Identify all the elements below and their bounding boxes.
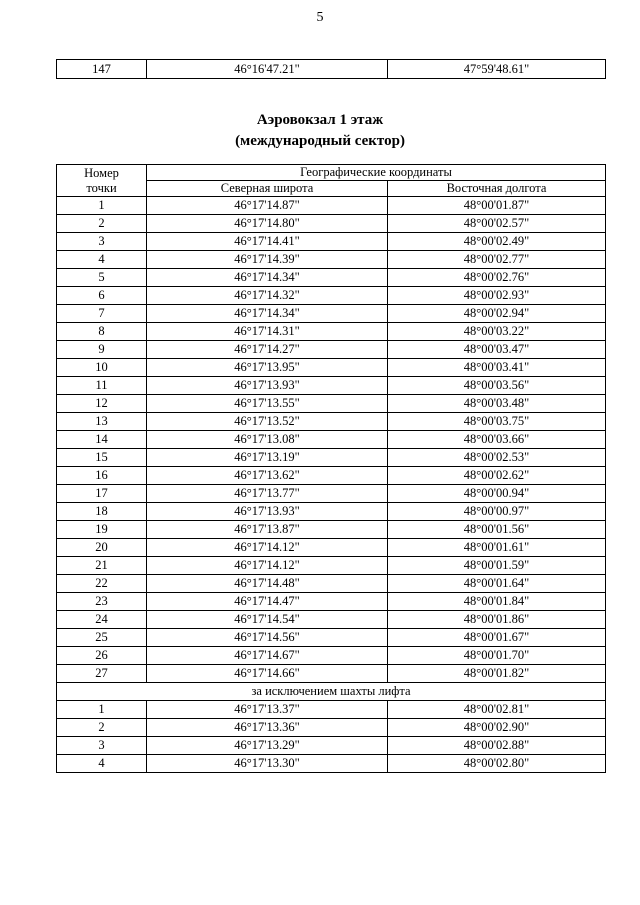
latitude-cell: 46°17'13.52" — [147, 413, 388, 431]
table-row — [57, 233, 606, 251]
latitude-cell: 46°17'14.66" — [147, 665, 388, 683]
latitude-cell: 46°17'14.12" — [147, 557, 388, 575]
table-row — [57, 60, 606, 79]
latitude-cell: 46°17'13.95" — [147, 359, 388, 377]
latitude-cell: 46°17'14.67" — [147, 647, 388, 665]
section-title: Аэровокзал 1 этаж — [256, 112, 384, 128]
table-row — [57, 377, 606, 395]
point-number-cell: 16 — [57, 467, 147, 485]
table-header-row — [57, 165, 606, 181]
point-number-cell: 27 — [57, 665, 147, 683]
longitude-cell: 48°00'01.70" — [388, 647, 606, 665]
point-number-cell: 3 — [57, 233, 147, 251]
point-number-cell: 7 — [57, 305, 147, 323]
longitude-cell: 48°00'02.49" — [388, 233, 606, 251]
table-row — [57, 737, 606, 755]
table-row — [57, 575, 606, 593]
longitude-cell: 48°00'03.47" — [388, 341, 606, 359]
point-number-cell: 25 — [57, 629, 147, 647]
point-number-header — [57, 165, 147, 197]
point-number-cell: 26 — [57, 647, 147, 665]
point-number-cell: 3 — [57, 737, 147, 755]
table-body — [57, 197, 606, 683]
latitude-cell: 46°17'14.31" — [147, 323, 388, 341]
table-row — [57, 197, 606, 215]
longitude-cell: 48°00'02.53" — [388, 449, 606, 467]
table-row — [57, 629, 606, 647]
page-number: 5 — [316, 10, 324, 25]
longitude-header: Восточная долгота — [388, 181, 606, 197]
longitude-cell: 48°00'01.84" — [388, 593, 606, 611]
point-number-cell: 13 — [57, 413, 147, 431]
point-number-cell: 10 — [57, 359, 147, 377]
latitude-cell: 46°17'14.56" — [147, 629, 388, 647]
latitude-cell: 46°17'14.39" — [147, 251, 388, 269]
latitude-cell: 46°17'13.62" — [147, 467, 388, 485]
table-row — [57, 719, 606, 737]
longitude-cell: 48°00'02.62" — [388, 467, 606, 485]
point-number-cell: 19 — [57, 521, 147, 539]
table-row — [57, 755, 606, 773]
table-row — [57, 449, 606, 467]
coordinates-header: Географические координаты — [147, 165, 606, 181]
point-number-cell: 1 — [57, 197, 147, 215]
point-header-line2: точки — [86, 180, 117, 195]
latitude-cell: 46°17'13.19" — [147, 449, 388, 467]
point-number-cell: 147 — [57, 60, 147, 79]
point-number-cell: 5 — [57, 269, 147, 287]
table-row — [57, 521, 606, 539]
latitude-cell: 46°17'14.87" — [147, 197, 388, 215]
table-row — [57, 539, 606, 557]
latitude-cell: 46°17'14.47" — [147, 593, 388, 611]
table-row — [57, 701, 606, 719]
latitude-cell: 46°16'47.21" — [147, 60, 388, 79]
longitude-cell: 48°00'00.97" — [388, 503, 606, 521]
latitude-header: Северная широта — [147, 181, 388, 197]
longitude-cell: 48°00'03.22" — [388, 323, 606, 341]
latitude-cell: 46°17'14.41" — [147, 233, 388, 251]
longitude-cell: 48°00'02.81" — [388, 701, 606, 719]
longitude-cell: 48°00'02.76" — [388, 269, 606, 287]
table-row — [57, 611, 606, 629]
point-number-cell: 20 — [57, 539, 147, 557]
longitude-cell: 48°00'03.75" — [388, 413, 606, 431]
point-number-cell: 17 — [57, 485, 147, 503]
table-row — [57, 269, 606, 287]
longitude-cell: 48°00'03.56" — [388, 377, 606, 395]
longitude-cell: 48°00'03.66" — [388, 431, 606, 449]
latitude-cell: 46°17'14.54" — [147, 611, 388, 629]
table-row — [57, 431, 606, 449]
longitude-cell: 48°00'00.94" — [388, 485, 606, 503]
longitude-cell: 48°00'01.87" — [388, 197, 606, 215]
longitude-cell: 48°00'03.41" — [388, 359, 606, 377]
latitude-cell: 46°17'13.87" — [147, 521, 388, 539]
longitude-cell: 48°00'02.80" — [388, 755, 606, 773]
point-number-cell: 11 — [57, 377, 147, 395]
point-number-cell: 18 — [57, 503, 147, 521]
latitude-cell: 46°17'13.08" — [147, 431, 388, 449]
latitude-cell: 46°17'13.93" — [147, 377, 388, 395]
point-number-cell: 2 — [57, 215, 147, 233]
latitude-cell: 46°17'14.34" — [147, 269, 388, 287]
section-subtitle: (международный сектор) — [235, 133, 405, 149]
exclusion-body — [57, 701, 606, 773]
latitude-cell: 46°17'13.77" — [147, 485, 388, 503]
latitude-cell: 46°17'14.34" — [147, 305, 388, 323]
latitude-cell: 46°17'13.93" — [147, 503, 388, 521]
longitude-cell: 48°00'01.67" — [388, 629, 606, 647]
longitude-cell: 48°00'02.77" — [388, 251, 606, 269]
point-number-cell: 8 — [57, 323, 147, 341]
point-number-cell: 12 — [57, 395, 147, 413]
latitude-cell: 46°17'14.48" — [147, 575, 388, 593]
table-row — [57, 647, 606, 665]
point-number-cell: 14 — [57, 431, 147, 449]
table-row — [57, 503, 606, 521]
point-number-cell: 23 — [57, 593, 147, 611]
point-number-cell: 15 — [57, 449, 147, 467]
point-number-cell: 1 — [57, 701, 147, 719]
table-row — [57, 341, 606, 359]
point-number-cell: 22 — [57, 575, 147, 593]
point-number-cell: 9 — [57, 341, 147, 359]
longitude-cell: 48°00'01.61" — [388, 539, 606, 557]
point-header-line1: Номер — [84, 165, 119, 180]
latitude-cell: 46°17'13.37" — [147, 701, 388, 719]
latitude-cell: 46°17'13.29" — [147, 737, 388, 755]
latitude-cell: 46°17'14.80" — [147, 215, 388, 233]
point-number-cell: 2 — [57, 719, 147, 737]
point-number-cell: 21 — [57, 557, 147, 575]
point-number-cell: 24 — [57, 611, 147, 629]
longitude-cell: 47°59'48.61" — [388, 60, 606, 79]
table-row — [57, 287, 606, 305]
table-row — [57, 395, 606, 413]
latitude-cell: 46°17'14.12" — [147, 539, 388, 557]
longitude-cell: 48°00'01.82" — [388, 665, 606, 683]
longitude-cell: 48°00'02.57" — [388, 215, 606, 233]
table-row — [57, 323, 606, 341]
longitude-cell: 48°00'01.86" — [388, 611, 606, 629]
latitude-cell: 46°17'13.36" — [147, 719, 388, 737]
longitude-cell: 48°00'02.94" — [388, 305, 606, 323]
table-row — [57, 593, 606, 611]
table-row — [57, 467, 606, 485]
latitude-cell: 46°17'14.32" — [147, 287, 388, 305]
latitude-cell: 46°17'13.55" — [147, 395, 388, 413]
table-row — [57, 485, 606, 503]
table-row — [57, 413, 606, 431]
table-row — [57, 557, 606, 575]
longitude-cell: 48°00'01.64" — [388, 575, 606, 593]
latitude-cell: 46°17'14.27" — [147, 341, 388, 359]
continuation-table — [56, 59, 606, 79]
longitude-cell: 48°00'02.90" — [388, 719, 606, 737]
longitude-cell: 48°00'02.88" — [388, 737, 606, 755]
table-row — [57, 359, 606, 377]
table-row — [57, 665, 606, 683]
table-row — [57, 251, 606, 269]
coordinates-table — [56, 164, 606, 773]
exclusion-section — [57, 683, 606, 701]
point-number-cell: 6 — [57, 287, 147, 305]
latitude-cell: 46°17'13.30" — [147, 755, 388, 773]
point-number-cell: 4 — [57, 251, 147, 269]
exclusion-label: за исключением шахты лифта — [57, 683, 606, 701]
longitude-cell: 48°00'02.93" — [388, 287, 606, 305]
table-row — [57, 305, 606, 323]
longitude-cell: 48°00'01.56" — [388, 521, 606, 539]
table-row — [57, 215, 606, 233]
longitude-cell: 48°00'03.48" — [388, 395, 606, 413]
point-number-cell: 4 — [57, 755, 147, 773]
table-row — [57, 683, 606, 701]
longitude-cell: 48°00'01.59" — [388, 557, 606, 575]
